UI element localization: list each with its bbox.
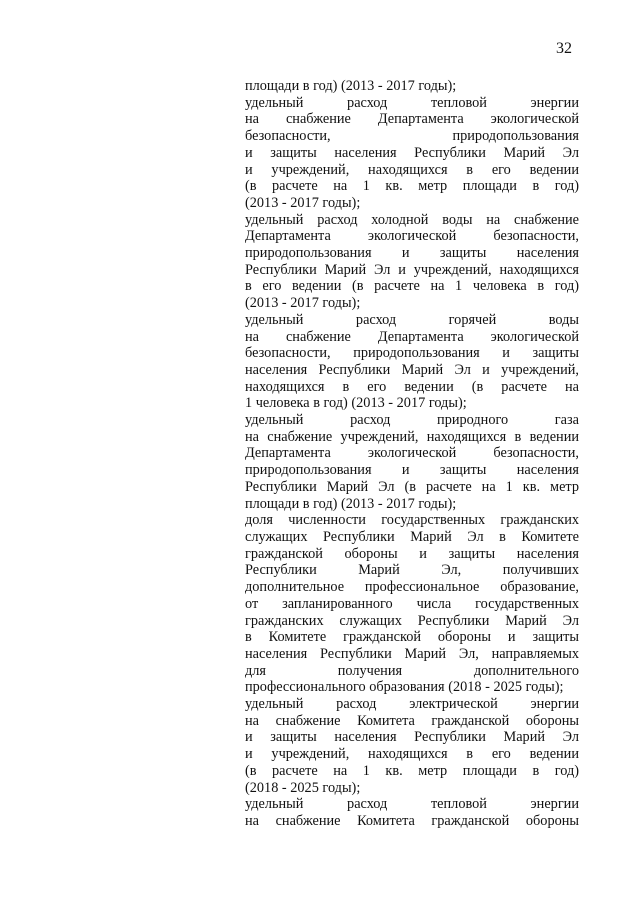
paragraph <box>245 796 579 829</box>
paragraph <box>245 696 579 796</box>
text-line: удельный расход природного газа <box>245 412 579 429</box>
text-line: удельный расход тепловой энергии <box>245 94 579 111</box>
text-line: (2013 - 2017 годы); <box>245 295 361 312</box>
text-line: природопользования и защиты населения <box>245 462 579 479</box>
text-line: от запланированного числа государственных <box>245 595 579 612</box>
text-line: природопользования и защиты населения <box>245 245 579 262</box>
text-line: на снабжение Комитета гражданской обороны <box>245 812 579 829</box>
text-line: и учреждений, находящихся в его ведении <box>245 746 579 763</box>
text-line: в Комитете гражданской обороны и защиты <box>245 629 579 646</box>
text-line: на снабжение учреждений, находящихся в ведении <box>245 428 579 445</box>
text-line: площади в год) (2013 - 2017 годы); <box>245 78 457 94</box>
paragraph <box>245 512 579 696</box>
paragraph <box>245 95 579 212</box>
text-line: населения Республики Марий Эл, направляемых <box>245 645 579 662</box>
paragraph <box>245 412 579 512</box>
text-line: Департамента экологической безопасности, <box>245 445 579 462</box>
text-line: удельный расход горячей воды <box>245 311 579 328</box>
text-line: профессионального образования (2018 - 2025 годы); <box>245 679 564 696</box>
text-line: удельный расход холодной воды на снабжение <box>245 211 579 228</box>
text-line: на снабжение Департамента экологической <box>245 328 579 345</box>
text-line: населения Республики Марий Эл и учреждений, <box>245 361 579 378</box>
paragraph <box>245 78 579 95</box>
text-line: Департамента экологической безопасности, <box>245 228 579 245</box>
text-line: для получения дополнительного <box>245 662 579 679</box>
text-line: площади в год) (2013 - 2017 годы); <box>245 495 457 512</box>
text-line: 1 человека в год) (2013 - 2017 годы); <box>245 395 467 412</box>
page-number: 32 <box>556 40 572 57</box>
text-line: безопасности, природопользования и защиты <box>245 345 579 362</box>
text-line: и защиты населения Республики Марий Эл <box>245 729 579 746</box>
text-line: дополнительное профессиональное образование, <box>245 579 579 596</box>
text-line: и защиты населения Республики Марий Эл <box>245 144 579 161</box>
text-line: в его ведении (в расчете на 1 человека в год) <box>245 278 579 295</box>
text-line: Республики Марий Эл (в расчете на 1 кв. метр <box>245 478 579 495</box>
text-line: удельный расход электрической энергии <box>245 696 579 713</box>
text-line: служащих Республики Марий Эл в Комитете <box>245 528 579 545</box>
text-line: гражданских служащих Республики Марий Эл <box>245 612 579 629</box>
text-line: на снабжение Департамента экологической <box>245 111 579 128</box>
text-line: безопасности, природопользования <box>245 128 579 145</box>
text-line: и учреждений, находящихся в его ведении <box>245 161 579 178</box>
paragraph <box>245 312 579 412</box>
text-line: находящихся в его ведении (в расчете на <box>245 378 579 395</box>
text-line: гражданской обороны и защиты населения <box>245 545 579 562</box>
paragraph <box>245 212 579 312</box>
text-line: (2018 - 2025 годы); <box>245 779 361 796</box>
text-line: (2013 - 2017 годы); <box>245 194 361 211</box>
document-body <box>245 78 579 830</box>
text-line: Республики Марий Эл, получивших <box>245 562 579 579</box>
text-line: Республики Марий Эл и учреждений, находящихся <box>245 261 579 278</box>
text-line: удельный расход тепловой энергии <box>245 796 579 813</box>
text-line: (в расчете на 1 кв. метр площади в год) <box>245 178 579 195</box>
text-line: на снабжение Комитета гражданской обороны <box>245 712 579 729</box>
text-line: доля численности государственных гражданских <box>245 512 579 529</box>
text-line: (в расчете на 1 кв. метр площади в год) <box>245 762 579 779</box>
